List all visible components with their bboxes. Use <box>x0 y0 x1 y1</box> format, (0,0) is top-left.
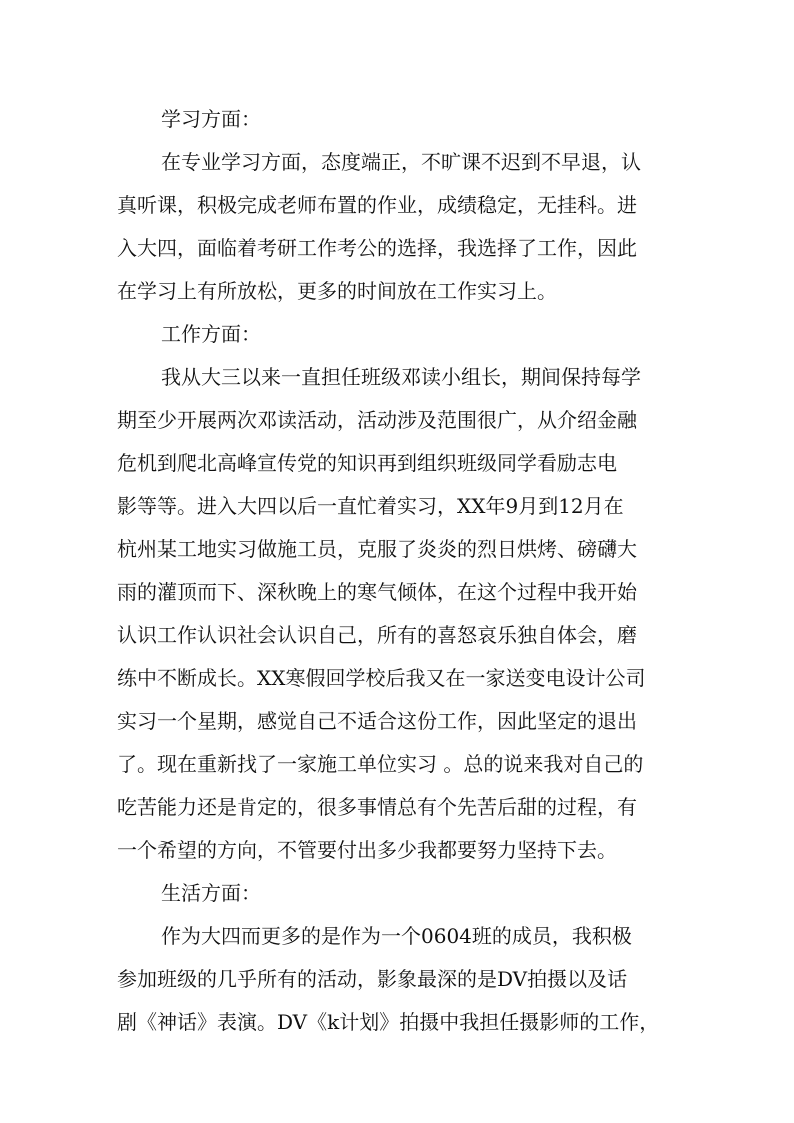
text-line: 参加班级的几乎所有的活动，影象最深的是DV拍摄以及话 <box>117 967 628 991</box>
text-line: 了。现在重新找了一家施工单位实习 。总的说来我对自己的 <box>117 752 644 776</box>
paragraph-study <box>117 141 687 313</box>
text-line: 入大四，面临着考研工作考公的选择，我选择了工作，因此 <box>117 236 637 260</box>
section-heading-work: 工作方面： <box>161 322 261 346</box>
paragraph-work <box>117 356 687 872</box>
text-line: 练中不断成长。XX寒假回学校后我又在一家送变电设计公司 <box>117 666 646 690</box>
section-heading-study: 学习方面： <box>161 107 261 131</box>
section-heading-life: 生活方面： <box>161 881 261 905</box>
text-line: 期至少开展两次邓读活动，活动涉及范围很广，从介绍金融 <box>117 408 637 432</box>
text-line: 影等等。进入大四以后一直忙着实习，XX年9月到12月在 <box>117 494 624 518</box>
text-line: 在专业学习方面，态度端正，不旷课不迟到不早退，认 <box>161 150 641 174</box>
document-body <box>117 98 687 1044</box>
text-line: 一个希望的方向，不管要付出多少我都要努力坚持下去。 <box>117 838 617 862</box>
text-line: 实习一个星期，感觉自己不适合这份工作，因此坚定的退出 <box>117 709 637 733</box>
text-line: 雨的灌顶而下、深秋晚上的寒气倾体，在这个过程中我开始 <box>117 580 637 604</box>
text-line: 我从大三以来一直担任班级邓读小组长，期间保持每学 <box>161 365 641 389</box>
text-line: 认识工作认识社会认识自己，所有的喜怒哀乐独自体会，磨 <box>117 623 637 647</box>
text-line: 真听课，积极完成老师布置的作业，成绩稳定，无挂科。进 <box>117 193 637 217</box>
paragraph-life <box>117 915 687 1044</box>
text-line: 作为大四而更多的是作为一个0604班的成员，我积极 <box>161 924 632 948</box>
text-line: 剧《神话》表演。DV《k计划》拍摄中我担任摄影师的工作， <box>117 1010 660 1034</box>
text-line: 吃苦能力还是肯定的，很多事情总有个先苦后甜的过程，有 <box>117 795 637 819</box>
text-line: 杭州某工地实习做施工员，克服了炎炎的烈日烘烤、磅礴大 <box>117 537 637 561</box>
text-line: 危机到爬北高峰宣传党的知识再到组织班级同学看励志电 <box>117 451 617 475</box>
text-line: 在学习上有所放松，更多的时间放在工作实习上。 <box>117 279 557 303</box>
